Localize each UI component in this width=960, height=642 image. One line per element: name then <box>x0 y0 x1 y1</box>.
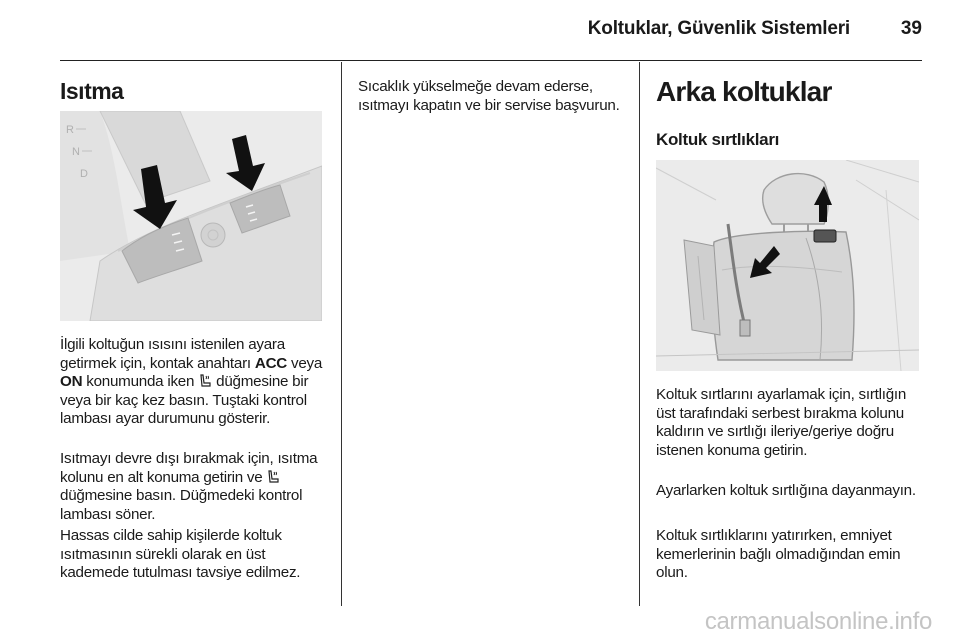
section-heading-rear-seats: Arka koltuklar <box>656 76 832 107</box>
heating-paragraph-2: Isıtmayı devre dışı bırakmak için, ısıtma kolunu en alt konuma getirin ve düğmesine basın. Düğmedeki kontrol lambası söner. <box>60 450 318 523</box>
heating-paragraph-4: Sıcaklık yükselmeğe devam ederse, ısıtmayı kapatın ve bir servise başvurun. <box>358 78 620 114</box>
backrest-paragraph-2: Ayarlarken koltuk sırtlığına dayanmayın. <box>656 482 916 499</box>
rear-seat-illustration <box>656 160 919 371</box>
column-divider-right <box>639 62 640 606</box>
gear-label-n: N <box>72 146 80 158</box>
page-number: 39 <box>900 18 922 39</box>
running-header-title: Koltuklar, Güvenlik Sistemleri <box>587 18 850 39</box>
acc-label: ACC <box>254 354 288 372</box>
on-label: ON <box>60 373 83 391</box>
watermark-text: carmanualsonline.info <box>704 608 932 635</box>
gear-label-d: D <box>80 168 88 180</box>
heating-paragraph-3: Hassas cilde sahip kişilerde koltuk ısıtmasının sürekli olarak en üst kademede tutulması tavsiye edilmez. <box>60 527 301 582</box>
rear-seat-backrest-figure <box>656 160 919 371</box>
heating-paragraph-1: İlgili koltuğun ısısını istenilen ayara getirmek için, kontak anahtarı ACC veya ON konumunda iken düğmesine bir veya bir kaç kez basın. Tuştaki kontrol lambası ayar durumunu gösterir. <box>60 336 323 428</box>
column-divider-left <box>341 62 342 606</box>
subheading-seat-backrests: Koltuk sırtlıkları <box>656 130 780 149</box>
section-heading-heating: Isıtma <box>60 78 124 104</box>
gear-label-r: R <box>66 124 74 136</box>
header-rule <box>60 60 922 61</box>
seat-heater-icon <box>198 374 212 388</box>
backrest-paragraph-1: Koltuk sırtlarını ayarlamak için, sırtlığın üst tarafındaki serbest bırakma kolunu kaldırın ve sırtlığı ileriye/geriye doğru istenen konuma getirin. <box>656 386 907 459</box>
seat-heater-icon <box>266 470 280 484</box>
seat-heating-buttons-figure <box>60 111 322 321</box>
backrest-paragraph-3: Koltuk sırtlıklarını yatırırken, emniyet kemerlerinin bağlı olmadığından emin olun. <box>656 527 901 582</box>
seat-heating-illustration <box>60 111 322 321</box>
